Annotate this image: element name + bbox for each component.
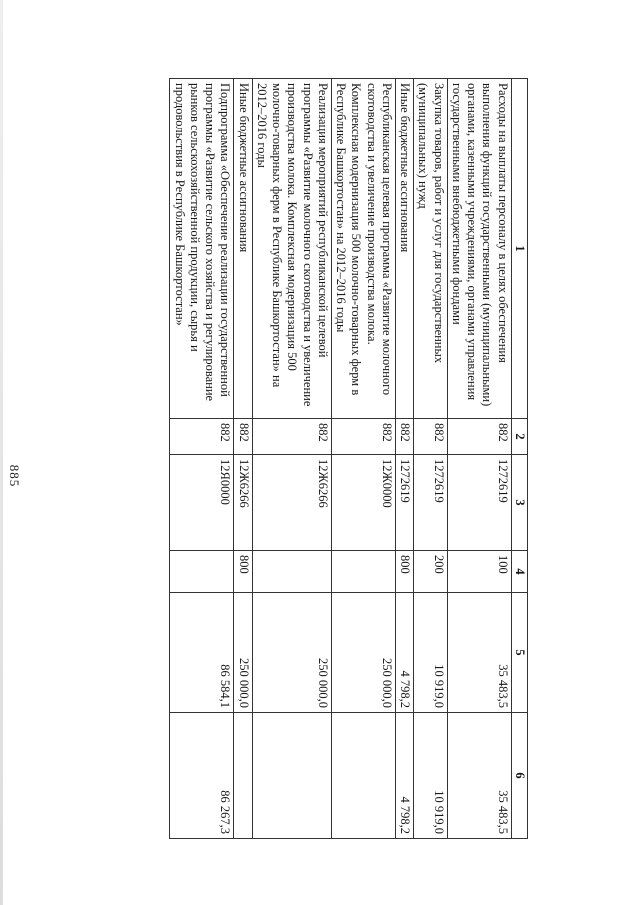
ministry-code-cell: 882	[332, 419, 396, 455]
header-cell: 2	[511, 419, 527, 455]
ministry-code-cell: 882	[396, 419, 414, 455]
target-article-cell: 12Ж6266	[234, 455, 252, 551]
expense-type-cell: 200	[414, 551, 448, 593]
description-cell: Иные бюджетные ассигнования	[234, 79, 252, 419]
target-article-cell: 1272619	[447, 455, 511, 551]
expense-type-cell	[252, 551, 331, 593]
table-row	[396, 79, 414, 839]
expense-type-cell: 100	[447, 551, 511, 593]
header-cell: 1	[511, 79, 527, 419]
header-cell: 6	[511, 713, 527, 839]
amount-cell: 10 919,0	[414, 593, 448, 713]
amount-total-cell	[332, 713, 396, 839]
table-row	[332, 79, 396, 839]
amount-total-cell: 10 919,0	[414, 713, 448, 839]
description-cell: Подпрограмма «Обеспечение реализации государственной программы «Развитие сельского хозяйства и регулирование рынков сельскохозяйственной продукции, сырья и продовольствия в Республике Башкортостан»	[170, 79, 234, 419]
amount-cell: 250 000,0	[234, 593, 252, 713]
ministry-code-cell: 882	[252, 419, 331, 455]
amount-total-cell: 35 483,5	[447, 713, 511, 839]
target-article-cell: 12Ж0000	[332, 455, 396, 551]
ministry-code-cell: 882	[234, 419, 252, 455]
table-row	[234, 79, 252, 839]
amount-total-cell	[252, 713, 331, 839]
description-cell: Расходы на выплаты персоналу в целях обеспечения выполнения функций государственными (муниципальными) органами, казенными учреждениями, органами управления государственными внебюджетными фондами	[447, 79, 511, 419]
amount-cell: 86 584,1	[170, 593, 234, 713]
target-article-cell: 12Я0000	[170, 455, 234, 551]
target-article-cell: 1272619	[396, 455, 414, 551]
amount-total-cell: 4 798,2	[396, 713, 414, 839]
amount-cell: 4 798,2	[396, 593, 414, 713]
table-row	[447, 79, 511, 839]
ministry-code-cell: 882	[170, 419, 234, 455]
header-cell: 4	[511, 551, 527, 593]
expense-type-cell	[332, 551, 396, 593]
amount-cell: 35 483,5	[447, 593, 511, 713]
amount-total-cell	[234, 713, 252, 839]
ministry-code-cell: 882	[414, 419, 448, 455]
header-row	[511, 79, 527, 839]
target-article-cell: 12Ж6266	[252, 455, 331, 551]
amount-cell: 250 000,0	[252, 593, 331, 713]
amount-total-cell: 86 267,3	[170, 713, 234, 839]
expense-type-cell	[170, 551, 234, 593]
description-cell: Иные бюджетные ассигнования	[396, 79, 414, 419]
table-row	[414, 79, 448, 839]
amount-cell: 250 000,0	[332, 593, 396, 713]
scan-edge	[0, 0, 3, 905]
description-cell: Закупка товаров, работ и услуг для государственных (муниципальных) нужд	[414, 79, 448, 419]
page-number: 885	[7, 464, 22, 488]
header-cell: 5	[511, 593, 527, 713]
ministry-code-cell: 882	[447, 419, 511, 455]
target-article-cell: 1272619	[414, 455, 448, 551]
expense-type-cell: 800	[234, 551, 252, 593]
expense-type-cell: 800	[396, 551, 414, 593]
table-row	[170, 79, 234, 839]
budget-table	[170, 78, 529, 839]
description-cell: Республиканская целевая программа «Развитие молочного скотоводства и увеличение производства молока. Комплексная модернизация 500 молочно-товарных ферм в Республике Башкортостан» на 2012–2016 годы	[332, 79, 396, 419]
header-cell: 3	[511, 455, 527, 551]
table-row	[252, 79, 331, 839]
budget-table-rotated	[88, 78, 528, 838]
description-cell: Реализация мероприятий республиканской целевой программы «Развитие молочного скотоводства и увеличение производства молока. Комплексная модернизация 500 молочно-товарных ферм в Республике Башкортостан» на 2012–2016 годы	[252, 79, 331, 419]
